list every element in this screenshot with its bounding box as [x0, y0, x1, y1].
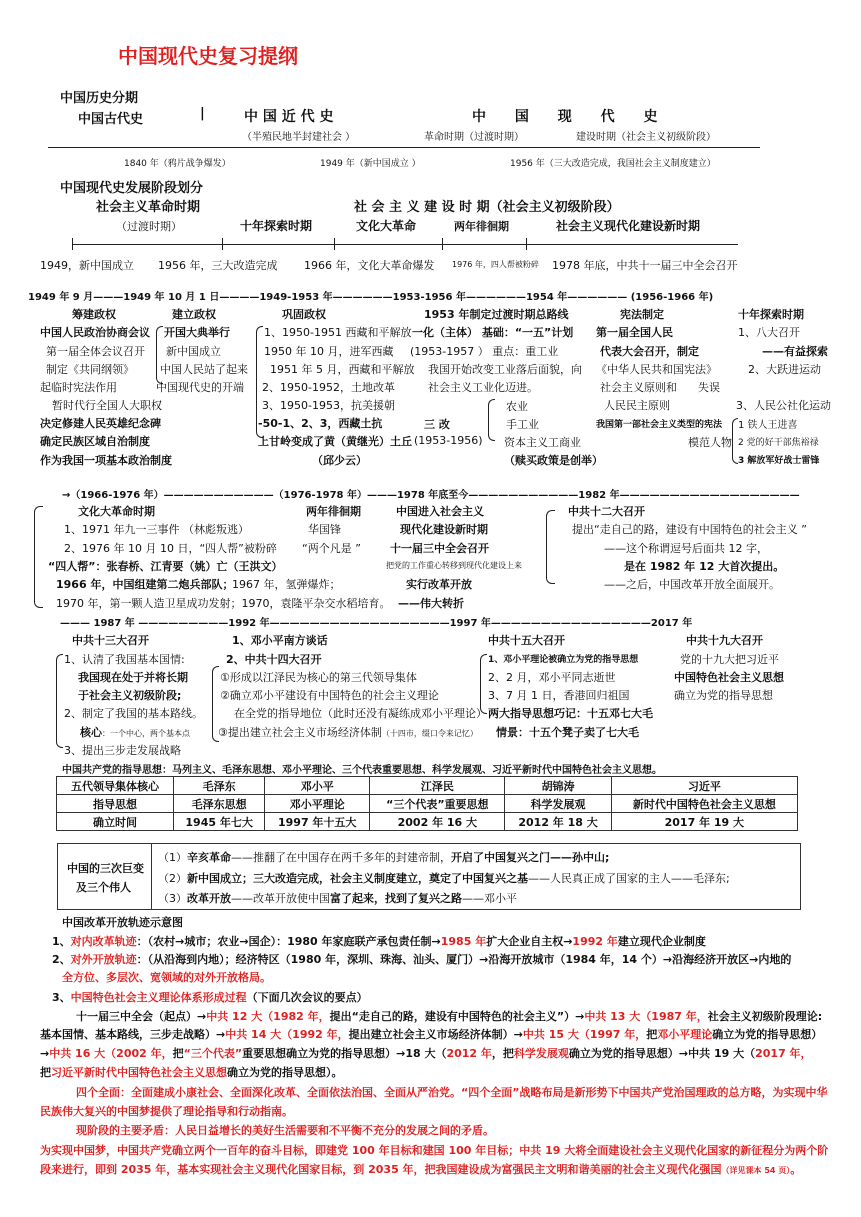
tl3-d13-2: 我国现在处于并将长期: [78, 671, 188, 684]
table-cell: 邓小平: [265, 777, 370, 795]
tl1-c5-1-text: 代表大会召开，制定: [600, 345, 699, 358]
theory-t10: 把: [646, 1028, 658, 1041]
tl1-c1-3: 起临时宪法作用: [40, 381, 117, 394]
tl3-d13-0: 中共十三大召开: [72, 634, 149, 647]
table-cell: 2017 年 19 大: [611, 813, 797, 831]
caption-line-2: 及三个伟人: [76, 881, 131, 894]
tl2-cr-1: 1、1971 年九一三事件 （林彪叛逃）: [64, 523, 249, 536]
reform-internal-1985: 1985 年: [440, 935, 487, 948]
tl2-ref-5: ——伟大转折: [398, 597, 464, 610]
leaders-table: [56, 776, 798, 831]
theory-t23: 把: [40, 1066, 51, 1079]
reform-internal-end: 建立现代企业制度: [617, 935, 706, 948]
period-ancient: 中国古代史: [78, 112, 144, 127]
tl2-wd-1: 华国锋: [308, 523, 341, 536]
tl3-d13-core-text: ：一个中心，两个基本点: [102, 729, 190, 738]
tl3-d13-3: 于社会主义初级阶段;: [78, 689, 182, 702]
tl3-d19-3: 确立为党的指导思想: [674, 689, 773, 702]
change-2-text: ——人民真正成了国家的主人——毛泽东;: [528, 872, 730, 885]
tl1-c1-6: 确定民族区域自治制度: [40, 435, 150, 448]
theory-title: 中国特色社会主义理论体系形成过程: [70, 991, 247, 1004]
theory-t12: 确立为党的指导思想）: [712, 1028, 823, 1041]
stage-axis: [72, 244, 738, 245]
theory-heading: [52, 989, 368, 1005]
period-construction: 建设时期（社会主义初级阶段）: [576, 132, 716, 143]
tl1-h2: 建立政权: [172, 308, 216, 321]
tl1-c5-7: 模范人物: [688, 436, 732, 449]
tl2-wd-2: “两个凡是 ”: [302, 542, 361, 555]
dream-end: 。: [790, 1163, 802, 1176]
tl2-d12-3: 是在 1982 年 12 大首次提出。: [624, 560, 785, 573]
reform-external-end: 全方位、多层次、宽领域的对外开放格局。: [62, 971, 271, 984]
tl2-cr-3: “四人帮”：张春桥、江青要（姚）亡（王洪文）: [48, 560, 283, 573]
tl1-c6-6: 3 解放军好战士雷锋: [738, 456, 820, 466]
table-cell: 1997 年十五大: [265, 813, 370, 831]
tl1-c6-1: ——有益探索: [762, 345, 828, 358]
change-1-person: ——孙中山;: [550, 851, 610, 864]
theory-num: 3、: [52, 991, 71, 1004]
tl1-c2-2: 中国人民站了起来: [160, 363, 248, 376]
change-3-num: （3）: [158, 892, 187, 905]
stage-ten-years: 十年探索时期: [240, 219, 313, 233]
tl1-c6-5: 2 党的好干部焦裕禄: [738, 438, 819, 448]
stage-construction: 社 会 主 义 建 设 时 期（社会主义初级阶段）: [354, 200, 620, 215]
tl1-c1-0: 中国人民政治协商会议: [40, 326, 150, 339]
tl1-c5-5: 我国第一部社会主义类型的宪法: [596, 420, 723, 430]
table-cell: “三个代表”重要思想: [370, 795, 505, 813]
tl1-c5-4: 人民民主原则: [604, 399, 670, 412]
tl1-c5-1: [600, 343, 699, 359]
table-cell: 邓小平理论: [265, 795, 370, 813]
tl2-d12-2: ——这个称谓逗号后面共 12 字，: [604, 542, 768, 555]
stage-revolution-sub: （过渡时期）: [116, 220, 182, 233]
tl3-d14-mnemonic: （十四市，缀口令来记忆）: [381, 729, 478, 738]
tl2-cr-4: 1966 年，中国组建第二炮兵部队；: [56, 578, 234, 591]
theory-t14: 中共 16 大（2002 年，: [49, 1047, 173, 1060]
tl1-c4-5: 三 改: [424, 418, 450, 431]
stage-tick: [442, 238, 443, 250]
tl1-c6-2: 2、大跃进运动: [748, 363, 821, 376]
change-1-text: ——推翻了在中国存在两千多年的封建帝制，: [231, 851, 451, 864]
dream-note: （详见课本 54 页）: [721, 1166, 791, 1175]
reform-internal-mid: 扩大企业自主权→: [486, 935, 573, 948]
stage-mark-1978: 1978 年底，中共十一届三中全会召开: [552, 259, 738, 272]
tl3-d13-core: 核心: [80, 726, 102, 739]
tl3-d15-0: 中共十五大召开: [488, 634, 565, 647]
brace: [480, 654, 487, 714]
tl1-c3-2: 1951 年 5 月，西藏和平解放: [270, 363, 415, 376]
tl3-d14-5: [218, 724, 478, 740]
theory-t15: 把: [172, 1047, 184, 1060]
tl1-c1-7: 作为我国一项基本政治制度: [40, 454, 172, 467]
three-changes-box: [57, 843, 801, 910]
tl1-c4-9: （赎买政策是创举）: [504, 454, 603, 467]
theory-t6: 基本国情、基本路线，三步走战略）→: [40, 1028, 226, 1041]
tl1-h5: 宪法制定: [620, 308, 664, 321]
theory-t3: 提出“走自己的路，建设有中国特色的社会主义”）→: [329, 1010, 585, 1023]
tl1-c3-4: 3、1950-1953，抗美援朝: [262, 399, 395, 412]
four-comprehensives: 四个全面：全面建成小康社会、全面深化改革、全面依法治国、全面从严治党。“四个全面”战略布局是新形势下中国共产党治国理政的总方略，为实现中华民族伟大复兴的中国梦提供了理论指导和行动指南。: [40, 1086, 828, 1118]
tl1-c3-1: 1950 年 10 月，进军西藏: [264, 345, 394, 358]
stage-tick: [72, 238, 73, 250]
tl1-c2-0: 开国大典举行: [164, 326, 230, 339]
reform-internal-num: 1、: [52, 935, 71, 948]
tl2-ref-0: 中国进入社会主义: [396, 505, 484, 518]
main-contradiction: 现阶段的主要矛盾：人民日益增长的美好生活需要和不平衡不充分的发展之间的矛盾。: [76, 1124, 494, 1137]
tl3-d13-1: 1、认清了我国基本国情:: [64, 653, 185, 666]
stage-revolution: 社会主义革命时期: [96, 200, 201, 215]
theory-line-1: [76, 1008, 822, 1024]
theory-t5: 社会主义初级阶段理论:: [707, 1010, 823, 1023]
stage-mark-1956: 1956 年，三大改造完成: [158, 259, 278, 272]
change-1-title: 辛亥革命: [187, 851, 231, 864]
guiding-thought: 中国共产党的指导思想：马列主义、毛泽东思想、邓小平理论、三个代表重要思想、科学发展观、习近平新时代中国特色社会主义思想。: [62, 765, 662, 776]
tl1-c5-2: 《中华人民共和国宪法》: [596, 363, 717, 376]
table-cell: 江泽民: [370, 777, 505, 795]
table-cell: 2002 年 16 大: [370, 813, 505, 831]
theory-line-3: [40, 1045, 812, 1061]
theory-t19: ，把: [491, 1047, 514, 1060]
tl2-d12-1: 提出“走自己的路，建设有中国特色的社会主义 ”: [572, 523, 807, 536]
theory-t2: 中共 12 大（1982 年，: [206, 1010, 330, 1023]
period-revolution: 革命时期（过渡时期）: [424, 132, 524, 143]
table-cell: 习近平: [611, 777, 797, 795]
tl2-d12-4: ——之后，中国改革开放全面展开。: [604, 578, 780, 591]
table-cell: 1945 年七大: [174, 813, 265, 831]
theory-t24: 习近平新时代中国特色社会主义思想: [51, 1066, 227, 1079]
tl3-d13-7: 3、提出三步走发展战略: [64, 744, 181, 757]
theory-t21: 确立为党的指导思想）→中共 19 大（: [568, 1047, 756, 1060]
tl3-d19-2: 中国特色社会主义思想: [674, 671, 784, 684]
reform-internal-text: ：（农村→城市；农业→国企）：1980 年家庭联产承包责任制→: [136, 935, 441, 948]
theory-t20: 科学发展观: [513, 1047, 569, 1060]
table-cell: 科学发展观: [505, 795, 611, 813]
chinese-dream: [40, 1141, 830, 1180]
tl1-c3-5: -50-1、2、3，西藏土抗: [258, 417, 383, 430]
tl2-wd-0: 两年徘徊期: [306, 505, 361, 518]
periods-heading: 中国历史分期: [60, 91, 139, 106]
change-2-num: （2）: [158, 872, 187, 885]
tl3-d15-3: 3、7 月 1 日，香港回归祖国: [488, 689, 630, 702]
theory-line-2: [40, 1026, 822, 1042]
table-cell: 新时代中国特色社会主义思想: [611, 795, 797, 813]
table-cell: 毛泽东思想: [174, 795, 265, 813]
change-3-emph: 富了起来，找到了复兴之路: [330, 892, 462, 905]
reform-external-text: ：（从沿海到内地）；经济特区（1980 年，深圳、珠海、汕头、厦门）→沿海开放城市（1984 年，14 个）→沿海经济开放区→内地的: [136, 953, 792, 966]
tl3-d15-4: 两大指导思想巧记：十五邓七大毛: [488, 707, 653, 720]
theory-sub: （下面几次会议的要点）: [246, 991, 368, 1004]
theory-t8: 提出建立社会主义市场经济体制）→: [348, 1028, 523, 1041]
change-1-num: （1）: [158, 851, 187, 864]
tl1-c4-1: (1953-1957 ） 重点：重工业: [410, 345, 559, 358]
tl3-d14-3: ②确立邓小平建设有中国特色的社会主义理论: [220, 689, 439, 702]
table-cell: 五代领导集体核心: [57, 777, 174, 795]
stage-tick: [334, 238, 335, 250]
tl1-c6-4: 1 铁人王进喜: [738, 420, 798, 431]
tl3-d15-5: 情景：十五个凳子卖了七大毛: [496, 726, 639, 739]
tl3-d13-5: [80, 724, 190, 740]
caption-line-1: 中国的三次巨变: [67, 862, 144, 875]
tl1-c6-3: 3、人民公社化运动: [736, 399, 831, 412]
theory-t17: 重要思想确立为党的指导思想）→18 大（: [242, 1047, 447, 1060]
theory-t22: 2017 年，: [755, 1047, 812, 1060]
tl1-c3-3: 2、1950-1952，土地改革: [262, 381, 395, 394]
tl1-c1-4: 暂时代行全国人大职权: [52, 399, 162, 412]
table-cell: 2012 年 18 大: [505, 813, 611, 831]
tl1-c4-4: 农业: [506, 400, 528, 413]
timeline2-axis: →（1966-1976 年）———————————（1976-1978 年）———1978 年底至今———————————1982 年——————————————————: [62, 490, 800, 501]
reform-heading: 中国改革开放轨迹示意图: [62, 916, 183, 929]
stage-new-era: 社会主义现代化建设新时期: [556, 219, 701, 233]
table-row: [57, 777, 798, 795]
tl1-c4-8: 资本主义工商业: [504, 436, 581, 449]
tl1-c5-6: 失误: [698, 381, 720, 394]
table-cell: 指导思想: [57, 795, 174, 813]
change-2: [158, 870, 730, 886]
table-cell: 胡锦涛: [505, 777, 611, 795]
tl1-h6: 十年探索时期: [738, 308, 804, 321]
change-1-emph: 开启了中国复兴之门: [451, 851, 550, 864]
tl2-cr-2: 2、1976 年 10 月 10 日，“四人帮”被粉碎: [64, 542, 277, 555]
brace: [34, 506, 43, 608]
period-axis: [48, 147, 760, 148]
tl3-d15-2: 2、2 月，邓小平同志逝世: [488, 671, 616, 684]
tl3-d14-0: 1、邓小平南方谈话: [232, 634, 328, 647]
tl3-d14-5-text: ③提出建立社会主义市场经济体制: [218, 726, 382, 739]
tl2-d12-0: 中共十二大召开: [568, 505, 645, 518]
stage-tick: [222, 238, 223, 250]
tl1-h4: 1953 年制定过渡时期总路线: [424, 308, 569, 321]
theory-t1: 十一届三中全会（起点）→: [76, 1010, 207, 1023]
stage-mark-1976: 1976 年，四人帮被粉碎: [452, 260, 539, 269]
timeline1-axis: 1949 年 9 月———1949 年 10 月 1 日————1949-1953 年——————1953-1956 年——————1954 年—————— (1956-1966 年): [28, 292, 714, 303]
reform-internal-title: 对内改革轨迹: [70, 935, 137, 948]
change-2-title: 新中国成立；三大改造完成，社会主义制度建立，奠定了中国复兴之基: [187, 872, 528, 885]
change-3-person: ——邓小平: [462, 892, 517, 905]
change-1: [158, 849, 609, 865]
page-title: 中国现代史复习提纲: [118, 44, 298, 68]
tl3-d19-1: 党的十九大把习近平: [680, 653, 779, 666]
tl3-d15-1: 1、邓小平理论被确立为党的指导思想: [488, 655, 639, 665]
mark-1840: 1840 年（鸦片战争爆发）: [124, 159, 231, 169]
tl1-c6-0: 1、八大召开: [738, 326, 800, 339]
tl1-c2-1: 新中国成立: [166, 345, 221, 358]
tl2-ref-1: 现代化建设新时期: [400, 523, 488, 536]
dream-text: 为实现中国梦，中国共产党确立两个一百年的奋斗目标，即建党 100 年目标和建国 100 年目标；中共 19 大将全面建设社会主义现代化国家的新征程分为两个阶段来进行，即到 2035 年，基本实现社会主义现代化国家目标，到 2035 年，把我国建设成为富强民主文明和谐美丽的社会主义现代化强国: [40, 1144, 829, 1176]
theory-t4: 中共 13 大（1987 年，: [584, 1010, 708, 1023]
tl1-c2-3: 中国现代史的开端: [156, 381, 244, 394]
tl1-c4-3: 社会主义工业化迈进。: [428, 381, 538, 394]
reform-internal-1992: 1992 年: [572, 935, 618, 948]
table-cell: 毛泽东: [174, 777, 265, 795]
tl1-c4-2: 我国开始改变工业落后面貌，向: [428, 363, 582, 376]
theory-t11: 邓小平理论: [657, 1028, 713, 1041]
table-row: [57, 813, 798, 831]
tl1-h3: 巩固政权: [282, 308, 326, 321]
tl1-c1-5: 决定修建人民英雄纪念碑: [40, 417, 161, 430]
tl2-cr-0: 文化大革命时期: [78, 505, 155, 518]
mark-1956: 1956 年（三大改造完成，我国社会主义制度建立）: [510, 159, 716, 169]
divider-mark: |: [200, 106, 205, 121]
tl1-c4-6: 手工业: [506, 418, 539, 431]
tl3-d13-4: 2、制定了我国的基本路线。: [64, 707, 203, 720]
theory-t25: 确立为党的指导思想）。: [227, 1066, 343, 1079]
brace: [546, 510, 555, 584]
stages-heading: 中国现代史发展阶段划分: [60, 181, 204, 196]
tl3-d14-1: 2、中共十四大召开: [226, 653, 322, 666]
tl2-cr-6: 1970 年，第一颗人造卫星成功发射；1970，袁隆平杂交水稻培育。: [56, 597, 391, 610]
stage-mark-1949: 1949，新中国成立: [40, 259, 134, 272]
table-cell: 确立时间: [57, 813, 174, 831]
theory-line-4: [40, 1064, 343, 1080]
tl3-d14-2: ①形成以江泽民为核心的第三代领导集体: [220, 671, 417, 684]
reform-external-num: 2、: [52, 953, 71, 966]
theory-t16: “三个代表”: [183, 1047, 243, 1060]
tl2-ref-2: 十一届三中全会召开: [390, 542, 489, 555]
tl1-c3-0: 1、1950-1951 西藏和平解放: [264, 326, 412, 339]
period-modern: 中 国 近 代 史: [244, 109, 334, 125]
period-contemporary: 中 国 现 代 史: [472, 109, 658, 125]
reform-external-title: 对外开放轨迹: [70, 953, 137, 966]
change-3: [158, 890, 517, 906]
theory-t18: 2012 年: [446, 1047, 492, 1060]
tl1-c5-3: 社会主义原则和: [600, 381, 677, 394]
tl2-cr-5: 1967 年，氢弹爆炸；: [232, 578, 341, 591]
theory-t13: →: [40, 1047, 50, 1060]
tl1-c1-2: 制定《共同纲领》: [46, 363, 134, 376]
three-changes-caption: [58, 844, 152, 909]
tl1-c3-7: （邱少云）: [312, 454, 367, 467]
theory-t9: 中共 15 大（1997 年，: [522, 1028, 647, 1041]
tl1-c4-0: 一化（主体） 基础：“一五”计划: [412, 326, 574, 339]
stage-mark-1966: 1966 年，文化大革命爆发: [304, 259, 435, 272]
table-row: [57, 795, 798, 813]
theory-t7: 中共 14 大（1992 年，: [225, 1028, 349, 1041]
tl1-c4-7: (1953-1956): [414, 434, 483, 447]
timeline3-axis: ——— 1987 年 —————————1992 年——————————————————1997 年————————————————2017 年: [60, 618, 693, 629]
stage-tick: [526, 238, 527, 250]
change-3-title: 改革开放: [187, 892, 231, 905]
mark-1949: 1949 年（新中国成立 ）: [320, 159, 421, 169]
brace: [488, 399, 495, 441]
tl1-h1: 筹建政权: [72, 308, 116, 321]
change-3-text: ——改革开放使中国: [231, 892, 330, 905]
brace: [56, 654, 63, 748]
stage-cultural: 文化大革命: [356, 219, 417, 233]
tl1-c5-0: 第一届全国人民: [596, 326, 673, 339]
tl2-ref-3: 把党的工作重心转移到现代化建设上来: [386, 561, 522, 570]
tl3-d14-4: 在全党的指导地位（此时还没有凝练成邓小平理论）: [234, 707, 487, 720]
tl2-ref-4: 实行改革开放: [406, 578, 472, 591]
reform-external: [52, 951, 791, 967]
stage-wander: 两年徘徊期: [454, 220, 509, 233]
period-modern-sub: （半殖民地半封建社会 ）: [242, 132, 356, 143]
tl1-c3-6: 上甘岭变成了黄（黄继光）土丘: [258, 435, 412, 448]
tl3-d19-0: 中共十九大召开: [686, 634, 763, 647]
reform-internal: [52, 933, 706, 949]
tl1-c1-1: 第一届全体会议召开: [46, 345, 145, 358]
